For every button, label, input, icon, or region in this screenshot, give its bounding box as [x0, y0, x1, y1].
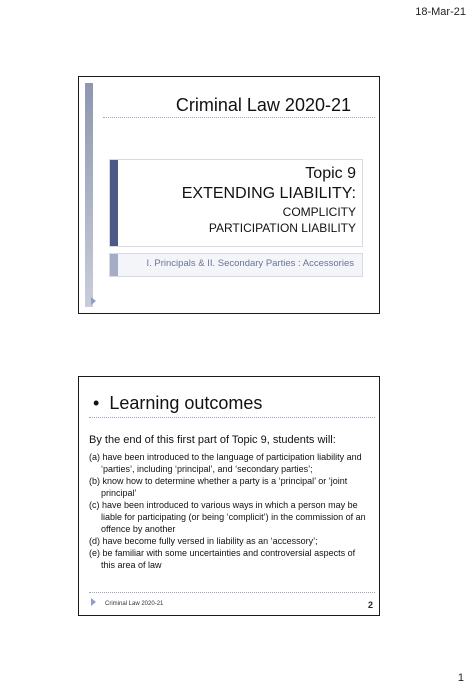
- bullet-icon: •: [93, 393, 100, 413]
- slide-accent-bar: [85, 83, 93, 307]
- topic-sub-2: PARTICIPATION LIABILITY: [208, 221, 356, 235]
- outcome-item: (e) be familiar with some uncertainties and controversial aspects of this area of law: [89, 548, 356, 570]
- outcome-item: (c) have been introduced to various ways in which a person may be liable for participating (or being ‘complicit’) in the commission of an offence by another: [89, 500, 366, 534]
- slide-heading: [93, 393, 262, 414]
- outcome-item: (b) know how to determine whether a party is a ‘principal’ or ‘joint principal’: [89, 476, 348, 498]
- topic-box-bar: [110, 160, 118, 246]
- topic-label: Topic 9: [305, 165, 356, 182]
- heading-text: Learning outcomes: [109, 393, 263, 413]
- topic-box-text: [182, 164, 356, 236]
- subtitle-strip-bar: [110, 254, 118, 276]
- footer-divider: [89, 592, 375, 593]
- header-date: 18-Mar-21: [415, 6, 466, 18]
- slide-number: 2: [367, 600, 373, 610]
- slide-2: [78, 376, 380, 616]
- page-number: 1: [457, 672, 464, 684]
- nav-arrow-icon: [91, 598, 96, 606]
- slide-title: Criminal Law 2020-21: [175, 95, 351, 115]
- outcome-item: (a) have been introduced to the language of participation liability and ‘parties’, including ‘principal’, and ‘secondary parties’;: [89, 452, 362, 474]
- outcome-item: (d) have become fully versed in liability as an ‘accessory’;: [89, 536, 318, 546]
- nav-arrow-icon: [91, 297, 96, 305]
- topic-sub-1: COMPLICITY: [282, 205, 356, 219]
- outcomes-intro: By the end of this first part of Topic 9, students will:: [89, 434, 336, 446]
- dotted-divider: [89, 417, 375, 418]
- subtitle-strip: [109, 253, 363, 277]
- slide-subtitle: I. Principals & II. Secondary Parties : Accessories: [146, 258, 354, 269]
- topic-box: [109, 159, 363, 247]
- dotted-divider: [103, 117, 375, 118]
- topic-heading: EXTENDING LIABILITY:: [181, 185, 356, 202]
- outcomes-body: [89, 433, 371, 571]
- slide-1: [78, 76, 380, 314]
- slide-footer: Criminal Law 2020-21: [105, 601, 164, 607]
